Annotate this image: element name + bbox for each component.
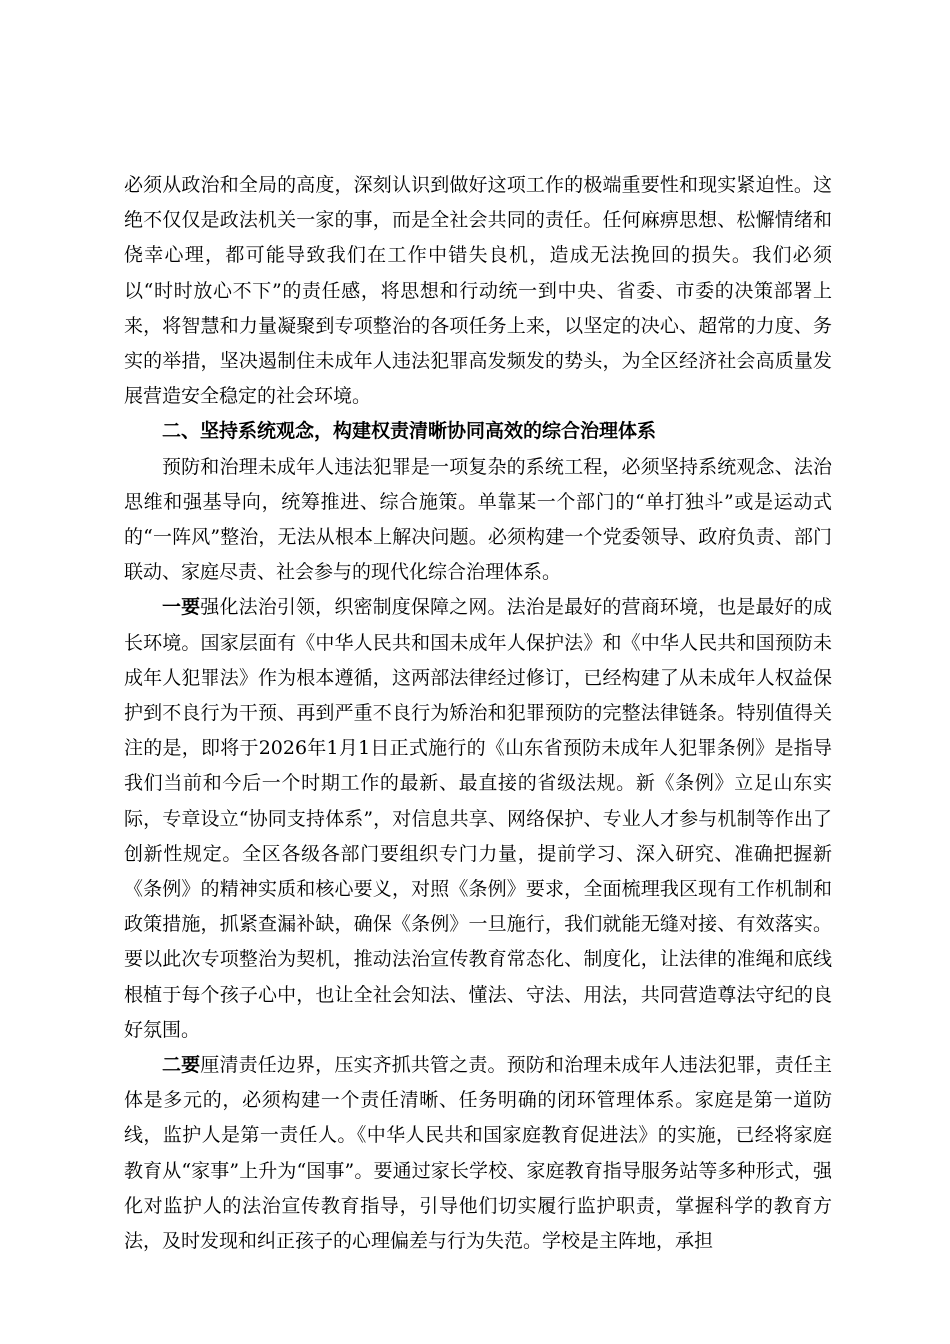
document-body: [124, 168, 832, 1259]
paragraph-4-lead: 二要: [162, 1054, 201, 1077]
paragraph-2-text: 预防和治理未成年人违法犯罪是一项复杂的系统工程，必须坚持系统观念、法治思维和强基导向，统筹推进、综合施策。单靠某一个部门的“单打独斗”或是运动式的“一阵风”整治，无法从根本上解决问题。必须构建一个党委领导、政府负责、部门联动、家庭尽责、社会参与的现代化综合治理体系。: [124, 455, 832, 584]
paragraph-2: [124, 450, 832, 591]
paragraph-4: [124, 1048, 832, 1259]
paragraph-3-lead: 一要: [162, 596, 201, 619]
paragraph-1-text: 必须从政治和全局的高度，深刻认识到做好这项工作的极端重要性和现实紧迫性。这绝不仅仅是政法机关一家的事，而是全社会共同的责任。任何麻痹思想、松懈情绪和侥幸心理，都可能导致我们在工作中错失良机，造成无法挽回的损失。我们必须以“时时放心不下”的责任感，将思想和行动统一到中央、省委、市委的决策部署上来，将智慧和力量凝聚到专项整治的各项任务上来，以坚定的决心、超常的力度、务实的举措，坚决遏制住未成年人违法犯罪高发频发的势头，为全区经济社会高质量发展营造安全稳定的社会环境。: [124, 174, 832, 408]
paragraph-1: [124, 168, 832, 414]
paragraph-3: [124, 590, 832, 1048]
section-heading-2-text: 二、坚持系统观念，构建权责清晰协同高效的综合治理体系: [162, 420, 657, 443]
paragraph-3-text: 强化法治引领，织密制度保障之网。法治是最好的营商环境，也是最好的成长环境。国家层面有《中华人民共和国未成年人保护法》和《中华人民共和国预防未成年人犯罪法》作为根本遵循，这两部法律经过修订，已经构建了从未成年人权益保护到不良行为干预、再到严重不良行为矫治和犯罪预防的完整法律链条。特别值得关注的是，即将于2026年1月1日正式施行的《山东省预防未成年人犯罪条例》是指导我们当前和今后一个时期工作的最新、最直接的省级法规。新《条例》立足山东实际，专章设立“协同支持体系”，对信息共享、网络保护、专业人才参与机制等作出了创新性规定。全区各级各部门要组织专门力量，提前学习、深入研究、准确把握新《条例》的精神实质和核心要义，对照《条例》要求，全面梳理我区现有工作机制和政策措施，抓紧查漏补缺，确保《条例》一旦施行，我们就能无缝对接、有效落实。要以此次专项整治为契机，推动法治宣传教育常态化、制度化，让法律的准绳和底线根植于每个孩子心中，也让全社会知法、懂法、守法、用法，共同营造尊法守纪的良好氛围。: [124, 596, 832, 1041]
section-heading-2: [124, 414, 832, 449]
paragraph-4-text: 厘清责任边界，压实齐抓共管之责。预防和治理未成年人违法犯罪，责任主体是多元的，必须构建一个责任清晰、任务明确的闭环管理体系。家庭是第一道防线，监护人是第一责任人。《中华人民共和国家庭教育促进法》的实施，已经将家庭教育从“家事”上升为“国事”。要通过家长学校、家庭教育指导服务站等多种形式，强化对监护人的法治宣传教育指导，引导他们切实履行监护职责，掌握科学的教育方法，及时发现和纠正孩子的心理偏差与行为失范。学校是主阵地，承担: [124, 1054, 832, 1253]
